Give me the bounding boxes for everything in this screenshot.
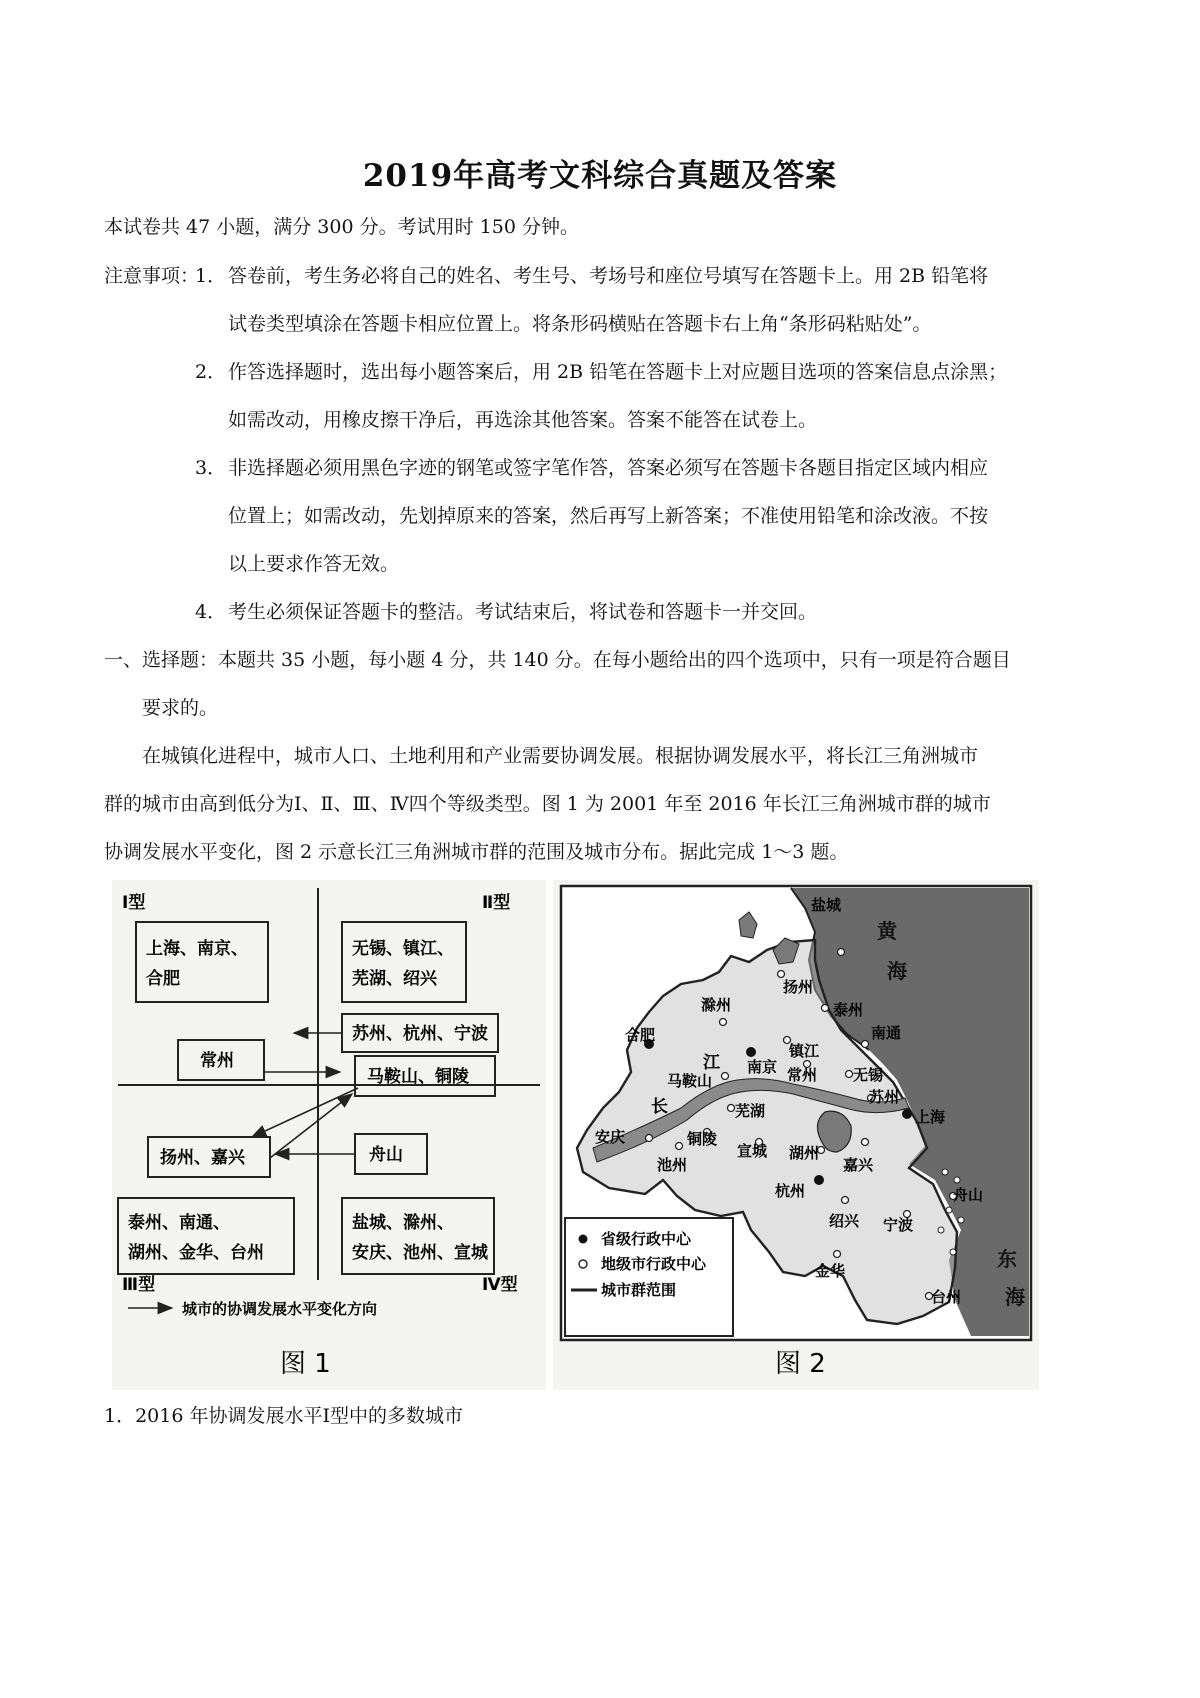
marker-jinhua bbox=[834, 1251, 841, 1258]
city-xuancheng: 宣城 bbox=[737, 1142, 768, 1160]
marker-taizhou bbox=[822, 1005, 829, 1012]
figure-2-map bbox=[553, 880, 1039, 1390]
notes-label: 注意事项： bbox=[104, 265, 200, 287]
city-chizhou: 池州 bbox=[657, 1156, 688, 1174]
marker-maanshan bbox=[722, 1073, 729, 1080]
note-2-line-1: 作答选择题时，选出每小题答案后，用 2B 铅笔在答题卡上对应题目选项的答案信息点涂黑； bbox=[228, 361, 1008, 383]
note-3-line-2: 位置上；如需改动，先划掉原来的答案，然后再写上新答案；不准使用铅笔和涂改液。不按 bbox=[228, 505, 989, 527]
city-shanghai: 上海 bbox=[915, 1108, 946, 1126]
note-3-line-3: 以上要求作答无效。 bbox=[228, 553, 400, 575]
passage-line-3: 协调发展水平变化，图 2 示意长江三角洲城市群的范围及城市分布。据此完成 1～3 题。 bbox=[104, 841, 849, 863]
city-nantong: 南通 bbox=[871, 1024, 902, 1042]
note-1-line-2: 试卷类型填涂在答题卡相应位置上。将条形码横贴在答题卡右上角“条形码粘贴处”。 bbox=[228, 313, 932, 335]
svg-text:马鞍山、铜陵: 马鞍山、铜陵 bbox=[367, 1067, 469, 1087]
city-hangzhou: 杭州 bbox=[775, 1182, 806, 1200]
figure-1-caption: 图 1 bbox=[280, 1349, 331, 1379]
city-anqing: 安庆 bbox=[595, 1128, 626, 1146]
marker-anqing bbox=[646, 1135, 653, 1142]
river-label-chang: 长 bbox=[651, 1097, 668, 1117]
legend-provincial-icon bbox=[579, 1235, 588, 1244]
city-zhoushan: 舟山 bbox=[953, 1186, 984, 1204]
legend-boundary: 城市群范围 bbox=[601, 1281, 677, 1299]
marker-shaoxing bbox=[842, 1197, 849, 1204]
quadrant-I-label: Ⅰ型 bbox=[122, 893, 146, 913]
note-2-line-2: 如需改动，用橡皮擦干净后，再选涂其他答案。答案不能答在试卷上。 bbox=[228, 409, 818, 431]
marker-wuhu bbox=[728, 1105, 735, 1112]
svg-text:常州: 常州 bbox=[200, 1051, 234, 1071]
section1-line-1: 一、选择题：本题共 35 小题，每小题 4 分，共 140 分。在每小题给出的四个选项中，只有一项是符合题目 bbox=[104, 649, 1011, 671]
note-1-line-1: 答卷前，考生务必将自己的姓名、考生号、考场号和座位号填写在答题卡上。用 2B 铅笔将 bbox=[228, 265, 989, 287]
marker-wuxi bbox=[846, 1071, 853, 1078]
city-changzhou: 常州 bbox=[787, 1066, 818, 1084]
svg-text:盐城、滁州、: 盐城、滁州、 bbox=[352, 1213, 454, 1233]
sea-huang-1: 黄 bbox=[877, 919, 897, 943]
marker-yancheng bbox=[838, 949, 845, 956]
city-huzhou: 湖州 bbox=[789, 1144, 820, 1162]
passage-line-2: 群的城市由高到低分为Ⅰ、Ⅱ、Ⅲ、Ⅳ四个等级类型。图 1 为 2001 年至 2016 年长江三角洲城市群的城市 bbox=[104, 793, 991, 815]
legend-provincial: 省级行政中心 bbox=[601, 1230, 692, 1248]
quadrant-II-label: Ⅱ型 bbox=[482, 893, 511, 913]
city-zhenjiang: 镇江 bbox=[789, 1042, 820, 1060]
svg-text:苏州、杭州、宁波: 苏州、杭州、宁波 bbox=[352, 1024, 488, 1044]
question-1: 1．2016 年协调发展水平Ⅰ型中的多数城市 bbox=[104, 1405, 463, 1427]
city-hefei: 合肥 bbox=[625, 1026, 656, 1044]
svg-text:芜湖、绍兴: 芜湖、绍兴 bbox=[352, 969, 437, 989]
quadrant-III-label: Ⅲ型 bbox=[122, 1275, 156, 1295]
city-yangzhou: 扬州 bbox=[783, 978, 814, 996]
marker-yangzhou bbox=[778, 971, 785, 978]
city-chuzhou: 滁州 bbox=[701, 996, 732, 1014]
legend-prefecture: 地级市行政中心 bbox=[601, 1255, 707, 1273]
note-2-number: 2． bbox=[195, 361, 227, 383]
sea-dong-2: 海 bbox=[1005, 1285, 1025, 1309]
city-shaoxing: 绍兴 bbox=[829, 1212, 860, 1230]
city-jiaxing: 嘉兴 bbox=[843, 1156, 874, 1174]
city-taizhou: 泰州 bbox=[833, 1001, 864, 1019]
figure-2-legend bbox=[565, 1218, 733, 1336]
marker-chuzhou bbox=[720, 1019, 727, 1026]
city-nanjing: 南京 bbox=[747, 1058, 778, 1076]
svg-text:舟山: 舟山 bbox=[369, 1145, 403, 1165]
marker-shanghai bbox=[903, 1110, 912, 1119]
figure-1-diagram bbox=[112, 880, 546, 1390]
legend-text: 城市的协调发展水平变化方向 bbox=[182, 1300, 378, 1318]
marker-jiaxing bbox=[862, 1139, 869, 1146]
note-1-number: 1． bbox=[195, 265, 227, 287]
city-tongling: 铜陵 bbox=[687, 1130, 718, 1148]
city-ningbo: 宁波 bbox=[883, 1216, 914, 1234]
marker-chizhou bbox=[676, 1143, 683, 1150]
svg-text:湖州、金华、台州: 湖州、金华、台州 bbox=[128, 1243, 264, 1263]
city-taizhou-zj: 台州 bbox=[931, 1288, 962, 1306]
passage-line-1: 在城镇化进程中，城市人口、土地利用和产业需要协调发展。根据协调发展水平，将长江三角洲城市 bbox=[142, 745, 979, 767]
svg-text:安庆、池州、宣城: 安庆、池州、宣城 bbox=[352, 1243, 488, 1263]
document-title: 2019年高考文科综合真题及答案 bbox=[362, 158, 838, 194]
figure-2-caption: 图 2 bbox=[775, 1349, 826, 1379]
city-jinhua: 金华 bbox=[815, 1262, 846, 1280]
marker-nantong bbox=[862, 1041, 869, 1048]
section1-line-2: 要求的。 bbox=[142, 697, 219, 719]
marker-hangzhou bbox=[815, 1176, 824, 1185]
note-3-number: 3． bbox=[195, 457, 227, 479]
svg-text:上海、南京、: 上海、南京、 bbox=[146, 939, 248, 959]
svg-text:合肥: 合肥 bbox=[146, 969, 180, 989]
marker-nanjing bbox=[747, 1048, 756, 1057]
river-label-jiang: 江 bbox=[703, 1053, 720, 1073]
city-suzhou: 苏州 bbox=[869, 1088, 900, 1106]
note-4-line-1: 考生必须保证答题卡的整洁。考试结束后，将试卷和答题卡一并交回。 bbox=[228, 601, 818, 623]
legend-prefecture-icon bbox=[579, 1260, 587, 1268]
sea-huang-2: 海 bbox=[887, 959, 907, 983]
city-yancheng: 盐城 bbox=[811, 896, 842, 914]
svg-text:无锡、镇江、: 无锡、镇江、 bbox=[352, 939, 454, 959]
city-wuxi: 无锡 bbox=[853, 1066, 884, 1084]
city-maanshan: 马鞍山 bbox=[667, 1072, 713, 1090]
svg-text:扬州、嘉兴: 扬州、嘉兴 bbox=[160, 1148, 245, 1168]
intro-text: 本试卷共 47 小题，满分 300 分。考试用时 150 分钟。 bbox=[104, 216, 579, 238]
svg-text:泰州、南通、: 泰州、南通、 bbox=[128, 1213, 230, 1233]
sea-dong-1: 东 bbox=[997, 1247, 1017, 1271]
note-3-line-1: 非选择题必须用黑色字迹的钢笔或签字笔作答，答案必须写在答题卡各题目指定区域内相应 bbox=[228, 457, 989, 479]
city-wuhu: 芜湖 bbox=[735, 1102, 766, 1120]
note-4-number: 4． bbox=[195, 601, 227, 623]
quadrant-IV-label: Ⅳ型 bbox=[482, 1275, 518, 1295]
